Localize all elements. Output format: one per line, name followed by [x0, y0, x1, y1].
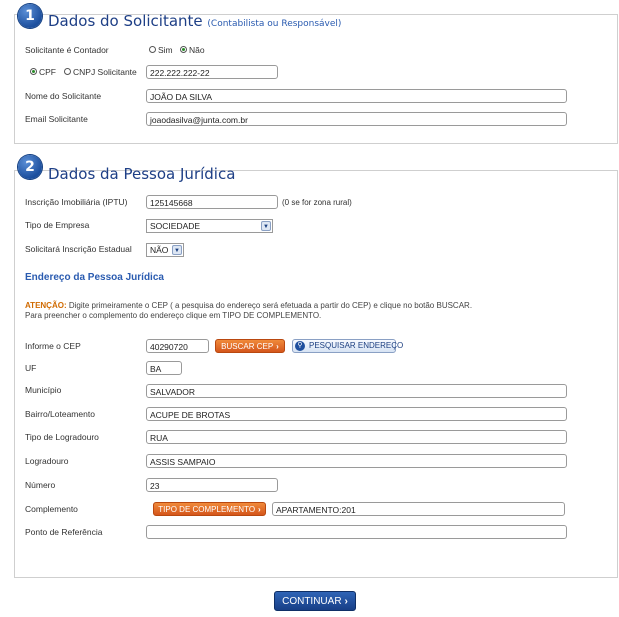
solicitante-title-text: Dados do Solicitante: [48, 12, 203, 30]
logradouro-label: Logradouro: [25, 456, 69, 466]
pesquisar-endereco-button[interactable]: [292, 339, 404, 353]
chevron-right-icon: ›: [276, 342, 279, 351]
uf-label: UF: [25, 363, 37, 373]
atencao-label: ATENÇÃO:: [25, 301, 67, 310]
numero-label: Número: [25, 480, 56, 490]
chevron-right-icon: ›: [344, 596, 348, 607]
ie-value: NÃO: [150, 245, 169, 255]
continuar-button[interactable]: [274, 591, 356, 611]
cpf-option[interactable]: [30, 67, 56, 77]
atencao-line-1: [25, 301, 525, 311]
cep-input[interactable]: 40290720: [146, 339, 209, 353]
tipo-empresa-label: Tipo de Empresa: [25, 220, 90, 230]
email-label: Email Solicitante: [25, 114, 88, 124]
contador-nao-option[interactable]: [180, 45, 205, 55]
step-2-badge: 2: [18, 155, 42, 179]
pesquisar-endereco-label: PESQUISAR ENDEREÇO: [309, 341, 404, 350]
cnpj-option[interactable]: [64, 67, 137, 77]
radio-cpf[interactable]: [30, 68, 37, 75]
tipo-logradouro-label: Tipo de Logradouro: [25, 432, 99, 442]
uf-input[interactable]: BA: [146, 361, 182, 375]
contador-sim-option[interactable]: [149, 45, 173, 55]
search-icon: ⚲: [295, 341, 305, 351]
iptu-input[interactable]: 125145668: [146, 195, 278, 209]
doc-input[interactable]: 222.222.222-22: [146, 65, 278, 79]
contador-sim-label: Sim: [158, 45, 173, 55]
nome-label: Nome do Solicitante: [25, 91, 102, 101]
logradouro-input[interactable]: ASSIS SAMPAIO: [146, 454, 567, 468]
cnpj-label: CNPJ Solicitante: [73, 67, 137, 77]
ie-select[interactable]: [146, 243, 184, 257]
email-input[interactable]: joaodasilva@junta.com.br: [146, 112, 567, 126]
atencao-notice: [25, 301, 525, 321]
iptu-hint: (0 se for zona rural): [282, 198, 352, 207]
chevron-down-icon: ▼: [261, 221, 271, 231]
complemento-input[interactable]: APARTAMENTO:201: [272, 502, 565, 516]
bairro-input[interactable]: ACUPE DE BROTAS: [146, 407, 567, 421]
solicitante-title: [48, 12, 341, 30]
pessoa-juridica-title: Dados da Pessoa Jurídica: [48, 165, 236, 183]
cpf-label: CPF: [39, 67, 56, 77]
nome-input[interactable]: JOÃO DA SILVA: [146, 89, 567, 103]
chevron-right-icon: ›: [258, 505, 261, 514]
radio-sim[interactable]: [149, 46, 156, 53]
radio-cnpj[interactable]: [64, 68, 71, 75]
endereco-title: Endereço da Pessoa Jurídica: [25, 272, 164, 283]
atencao-line-2: Para preencher o complemento do endereço clique em TIPO DE COMPLEMENTO.: [25, 311, 322, 320]
buscar-cep-label: BUSCAR CEP: [221, 342, 274, 351]
tipo-empresa-value: SOCIEDADE: [150, 221, 201, 231]
numero-input[interactable]: 23: [146, 478, 278, 492]
chevron-down-icon: ▼: [172, 245, 182, 255]
atencao-text: Digite primeiramente o CEP ( a pesquisa do endereço será efetuada a partir do CEP) e clique no botão BUSCAR.: [68, 301, 473, 310]
tipo-empresa-select[interactable]: [146, 219, 273, 233]
municipio-input[interactable]: SALVADOR: [146, 384, 567, 398]
municipio-label: Município: [25, 385, 62, 395]
radio-nao[interactable]: [180, 46, 187, 53]
step-1-badge: 1: [18, 4, 42, 28]
pessoa-juridica-panel: [14, 170, 618, 578]
cep-label: Informe o CEP: [25, 341, 81, 351]
referencia-input[interactable]: [146, 525, 567, 539]
contador-label: Solicitante é Contador: [25, 45, 109, 55]
tipo-complemento-label: TIPO DE COMPLEMENTO: [158, 505, 256, 514]
tipo-complemento-button[interactable]: [153, 502, 266, 516]
buscar-cep-button[interactable]: [215, 339, 285, 353]
ie-label: Solicitará Inscrição Estadual: [25, 244, 132, 254]
contador-nao-label: Não: [189, 45, 205, 55]
complemento-label: Complemento: [25, 504, 78, 514]
solicitante-subtitle: (Contabilista ou Responsável): [207, 19, 342, 29]
bairro-label: Bairro/Loteamento: [25, 409, 95, 419]
continuar-label: CONTINUAR: [282, 596, 342, 607]
referencia-label: Ponto de Referência: [25, 527, 103, 537]
iptu-label: Inscrição Imobiliária (IPTU): [25, 197, 128, 207]
tipo-logradouro-input[interactable]: RUA: [146, 430, 567, 444]
